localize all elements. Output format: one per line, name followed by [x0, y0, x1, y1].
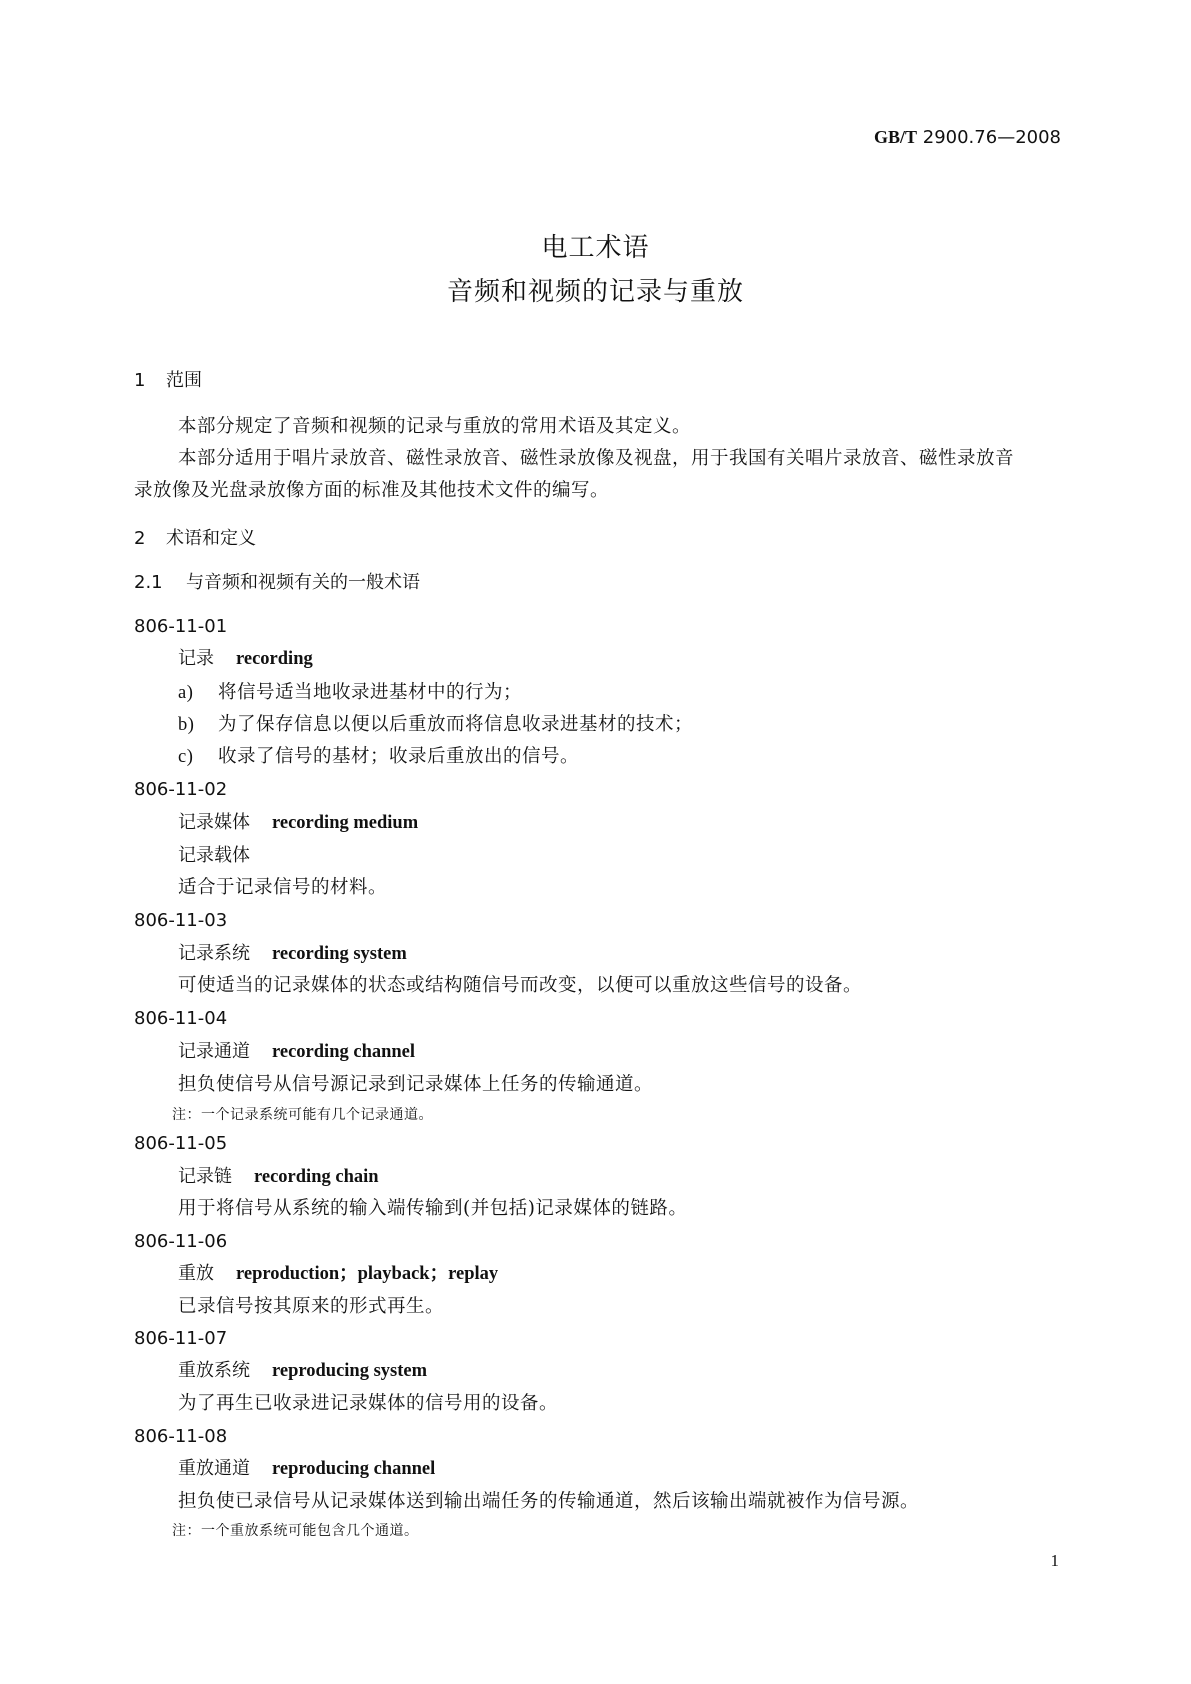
- definition-item: [178, 716, 693, 735]
- term-name-zh: 记录: [178, 648, 214, 669]
- document-title-line1: 电工术语: [541, 233, 650, 263]
- scope-paragraph-2-line-1: 本部分适用于唱片录放音、磁性录放音、磁性录放像及视盘，用于我国有关唱片录放音、磁性录放音: [178, 448, 1015, 469]
- term-id: 806-11-07: [134, 1328, 228, 1349]
- item-text: 收录了信号的基材；收录后重放出的信号。: [218, 746, 580, 767]
- term-definition: 用于将信号从系统的输入端传输到(并包括)记录媒体的链路。: [178, 1198, 688, 1219]
- item-marker: a): [178, 683, 194, 703]
- term-id: 806-11-03: [134, 910, 228, 931]
- section-heading-scope: [134, 372, 202, 390]
- term-name-zh: 记录通道: [178, 1041, 250, 1062]
- term-name-zh: 重放: [178, 1263, 214, 1284]
- term-definition: 担负使信号从信号源记录到记录媒体上任务的传输通道。: [178, 1074, 654, 1095]
- term-name-en: reproducing channel: [272, 1459, 436, 1479]
- term-id: 806-11-02: [134, 779, 228, 800]
- term-note: 注：一个记录系统可能有几个记录通道。: [172, 1107, 433, 1123]
- term-name-zh: 记录媒体: [178, 812, 250, 833]
- term-name: [178, 945, 407, 964]
- scope-paragraph-2-line-2: 录放像及光盘录放像方面的标准及其他技术文件的编写。: [134, 480, 610, 501]
- section-title: 范围: [166, 370, 202, 391]
- term-name-en: recording system: [272, 944, 407, 964]
- term-name-en: recording: [236, 649, 313, 669]
- term-definition: 可使适当的记录媒体的状态或结构随信号而改变，以便可以重放这些信号的设备。: [178, 975, 863, 996]
- term-name-en: recording chain: [254, 1167, 379, 1187]
- term-id: 806-11-08: [134, 1426, 228, 1447]
- standard-code-prefix: GB/T: [874, 127, 918, 147]
- term-name: [178, 1362, 427, 1381]
- item-marker: c): [178, 747, 194, 767]
- item-marker: b): [178, 715, 195, 735]
- term-name-zh: 重放系统: [178, 1360, 250, 1381]
- scope-paragraph-1: 本部分规定了音频和视频的记录与重放的常用术语及其定义。: [178, 416, 692, 437]
- term-definition: 担负使已录信号从记录媒体送到输出端任务的传输通道，然后该输出端就被作为信号源。: [178, 1491, 920, 1512]
- item-text: 为了保存信息以便以后重放而将信息收录进基材的技术；: [218, 714, 694, 735]
- term-definition: 适合于记录信号的材料。: [178, 877, 388, 898]
- term-name: [178, 814, 418, 833]
- subsection-heading-general-terms: [134, 574, 420, 592]
- section-number: 1: [134, 370, 146, 391]
- term-synonym-zh: 记录载体: [178, 845, 250, 866]
- term-synonym: [178, 847, 272, 865]
- section-title: 术语和定义: [166, 528, 256, 549]
- term-name-zh: 记录链: [178, 1166, 232, 1187]
- term-name-en: recording channel: [272, 1042, 416, 1062]
- term-name: [178, 1460, 435, 1479]
- term-name-zh: 重放通道: [178, 1458, 250, 1479]
- definition-item: [178, 684, 522, 703]
- term-name: [178, 1265, 498, 1284]
- term-name-en: reproducing system: [272, 1361, 428, 1381]
- subsection-title: 与音频和视频有关的一般术语: [186, 572, 420, 593]
- item-text: 将信号适当地收录进基材中的行为；: [218, 682, 523, 703]
- section-heading-terms: [134, 530, 256, 548]
- term-id: 806-11-06: [134, 1231, 228, 1252]
- term-name-zh: 记录系统: [178, 943, 250, 964]
- standard-code-number: 2900.76—2008: [917, 127, 1061, 148]
- term-name: [178, 1043, 415, 1062]
- document-title-line2: 音频和视频的记录与重放: [446, 277, 744, 307]
- term-id: 806-11-05: [134, 1133, 228, 1154]
- term-definition: 已录信号按其原来的形式再生。: [178, 1296, 445, 1317]
- term-name-en: recording medium: [272, 813, 419, 833]
- standard-code: [874, 128, 1061, 147]
- term-note: 注：一个重放系统可能包含几个通道。: [172, 1523, 419, 1539]
- term-name: [178, 650, 313, 669]
- page-number: 1: [1050, 1551, 1059, 1570]
- term-id: 806-11-01: [134, 616, 228, 637]
- term-id: 806-11-04: [134, 1008, 228, 1029]
- term-definition: 为了再生已收录进记录媒体的信号用的设备。: [178, 1393, 559, 1414]
- definition-item: [178, 748, 579, 767]
- section-number: 2: [134, 528, 146, 549]
- term-name-en: reproduction；playback；replay: [236, 1264, 499, 1284]
- subsection-number: 2.1: [134, 572, 163, 593]
- term-name: [178, 1168, 379, 1187]
